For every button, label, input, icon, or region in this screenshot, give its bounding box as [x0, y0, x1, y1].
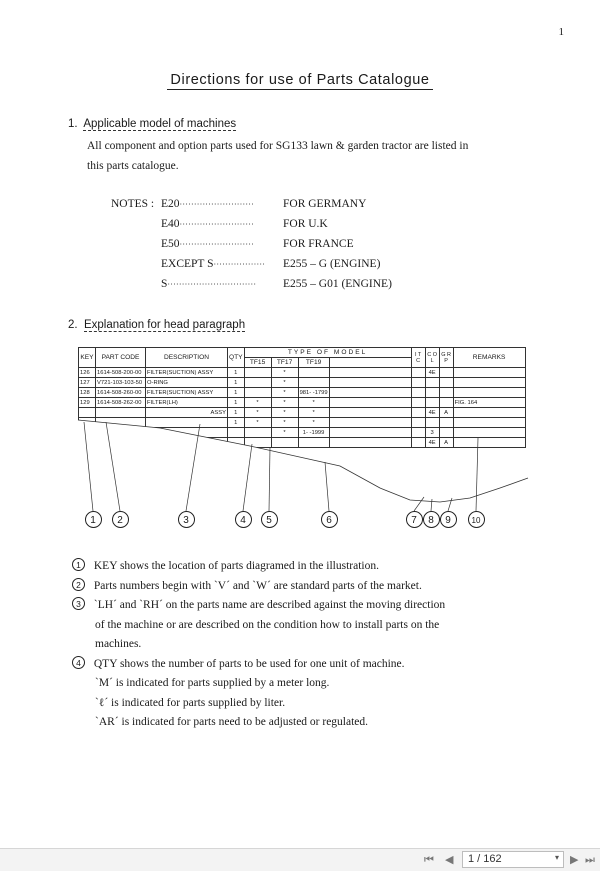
cell-code: 1614-508-260-00: [96, 388, 146, 398]
note-value: E255 – G (ENGINE): [283, 258, 381, 270]
page-selector[interactable]: [462, 851, 564, 868]
prev-page-icon[interactable]: ◀: [445, 854, 454, 866]
cell-col: 4E: [425, 368, 439, 378]
cell-tf15: *: [244, 398, 271, 408]
explanation-line: [72, 596, 445, 616]
cell-desc: FILTER(SUCTION) ASSY: [146, 388, 228, 398]
cell-tf17: *: [271, 398, 298, 408]
note-row: [161, 258, 401, 278]
note-row: [161, 278, 401, 298]
callout-7: 7: [406, 511, 423, 528]
explanation-line: [72, 577, 445, 597]
note-code: EXCEPT S: [161, 258, 214, 270]
explanations: [72, 557, 445, 733]
callout-3: 3: [178, 511, 195, 528]
cell-qty: 1: [228, 398, 245, 408]
explanation-text: ˋℓ´ is indicated for parts supplied by liter.: [95, 696, 286, 709]
cell-col: 4E: [425, 408, 439, 418]
explanation-text: ˋM´ is indicated for parts supplied by a meter long.: [95, 677, 330, 689]
last-page-icon[interactable]: ⏭: [585, 854, 595, 866]
cell-tf15: *: [244, 408, 271, 418]
note-value: FOR FRANCE: [283, 238, 354, 250]
header-tf15: TF15: [244, 358, 271, 368]
explanation-text: Parts numbers begin with ˋV´ and ˋW´ are standard parts of the market.: [93, 579, 422, 592]
cell-key: 129: [79, 398, 96, 408]
note-code: S: [161, 278, 168, 290]
note-value: FOR GERMANY: [283, 198, 367, 210]
page-title: Directions for use of Parts Catalogue: [0, 72, 600, 88]
cell-code: 1614-508-200-00: [96, 368, 146, 378]
explanation-line: [72, 655, 445, 675]
note-value: FOR U.K: [283, 218, 328, 230]
cell-tf17: *: [271, 378, 298, 388]
cell-desc: FILTER(SUCTION) ASSY: [146, 368, 228, 378]
explanation-number: 4: [72, 656, 85, 669]
explanation-text: ˋAR´ is indicated for parts need to be adjusted or regulated.: [95, 716, 369, 728]
explanation-number: 3: [72, 597, 85, 610]
explanation-number: 1: [72, 558, 85, 571]
header-description: DESCRIPTION: [146, 348, 228, 368]
callout-4: 4: [235, 511, 252, 528]
note-row: [161, 238, 401, 258]
dropdown-icon[interactable]: ▾: [554, 853, 559, 862]
page-number: 1: [558, 26, 564, 38]
header-key: KEY: [79, 348, 96, 368]
cell-tf19: *: [298, 398, 329, 408]
cell-remarks: FIG. 164: [453, 398, 525, 408]
cell-tf19: *: [298, 418, 329, 428]
cell-qty: 1: [228, 408, 245, 418]
callout-9: 9: [440, 511, 457, 528]
note-dots: ··························: [179, 220, 254, 229]
header-part-code: PART CODE: [96, 348, 146, 368]
header-tf17: TF17: [271, 358, 298, 368]
cell-tf17: *: [271, 428, 298, 438]
header-remarks: REMARKS: [453, 348, 525, 368]
cell-desc: ASSY: [146, 408, 228, 418]
cell-tf17: *: [271, 418, 298, 428]
cell-qty: 1: [228, 388, 245, 398]
cell-key: 126: [79, 368, 96, 378]
explanation-number: 2: [72, 578, 85, 591]
cell-col: 3: [425, 428, 439, 438]
cell-qty: 1: [228, 378, 245, 388]
notes-label: NOTES :: [111, 198, 155, 210]
note-row: [161, 218, 401, 238]
note-dots: ··························: [179, 240, 254, 249]
cell-key: 128: [79, 388, 96, 398]
section2-heading: 2. Explanation for head paragraph: [68, 319, 246, 331]
cell-tf15: *: [244, 418, 271, 428]
cell-qty: 1: [228, 418, 245, 428]
note-dots: ··················: [213, 260, 266, 269]
cell-tf17: *: [271, 368, 298, 378]
note-code: E20: [161, 198, 180, 210]
header-col: C O L: [425, 348, 439, 368]
cell-tf17: *: [271, 408, 298, 418]
explanation-line: [72, 713, 445, 733]
header-qty: QTY: [228, 348, 245, 368]
callout-1: 1: [85, 511, 102, 528]
section1-text: All component and option parts used for SG133 lawn & garden tractor are listed in this parts catalogue.: [87, 140, 469, 172]
page-indicator: 1 / 162: [468, 853, 502, 865]
notes-list: [161, 198, 401, 298]
callout-diagram: [0, 340, 600, 540]
cell-tf19: 1- -1999: [298, 428, 329, 438]
explanation-line: [72, 694, 445, 714]
cell-grp: A: [439, 408, 453, 418]
cell-grp: A: [439, 438, 453, 448]
explanation-line: [72, 635, 445, 655]
note-code: E40: [161, 218, 180, 230]
explanation-text: machines.: [95, 638, 142, 650]
cell-desc: FILTER(LH): [146, 398, 228, 408]
callout-6: 6: [321, 511, 338, 528]
explanation-text: of the machine or are described on the condition how to install parts on the: [95, 618, 440, 631]
cell-code: 1614-508-262-00: [96, 398, 146, 408]
note-row: [161, 198, 401, 218]
header-itc: I T C: [411, 348, 425, 368]
explanation-line: [72, 674, 445, 694]
cell-code: V721-103-103-50: [96, 378, 146, 388]
note-code: E50: [161, 238, 180, 250]
header-tf19: TF19: [298, 358, 329, 368]
callout-8: 8: [423, 511, 440, 528]
cell-desc: O-RING: [146, 378, 228, 388]
callout-5: 5: [261, 511, 278, 528]
cell-qty: 1: [228, 368, 245, 378]
cell-tf19: 981- -1799: [299, 389, 328, 396]
note-dots: ··························: [179, 200, 254, 209]
header-grp: G R P: [439, 348, 453, 368]
torn-edge: [78, 420, 528, 540]
callout-2: 2: [112, 511, 129, 528]
header-type-of-model: TYPE OF MODEL: [244, 348, 411, 358]
note-dots: ·······························: [167, 280, 257, 289]
cell-tf19: *: [298, 408, 329, 418]
cell-col: 4E: [425, 438, 439, 448]
explanation-line: [72, 616, 445, 636]
explanation-text: QTY shows the number of parts to be used for one unit of machine.: [93, 657, 405, 670]
first-page-icon[interactable]: ⏮: [424, 854, 434, 866]
cell-key: 127: [79, 378, 96, 388]
section1-heading: 1. Applicable model of machines: [68, 118, 237, 130]
next-page-icon[interactable]: ▶: [570, 854, 579, 866]
cell-tf17: *: [271, 388, 298, 398]
explanation-text: ˋLH´ and ˋRH´ on the parts name are described against the moving direction: [93, 599, 446, 611]
note-value: E255 – G01 (ENGINE): [283, 278, 392, 290]
explanation-text: KEY shows the location of parts diagramed in the illustration.: [93, 560, 379, 572]
explanation-line: [72, 557, 445, 577]
callout-10: 10: [468, 511, 485, 528]
viewer-toolbar: [0, 848, 600, 871]
